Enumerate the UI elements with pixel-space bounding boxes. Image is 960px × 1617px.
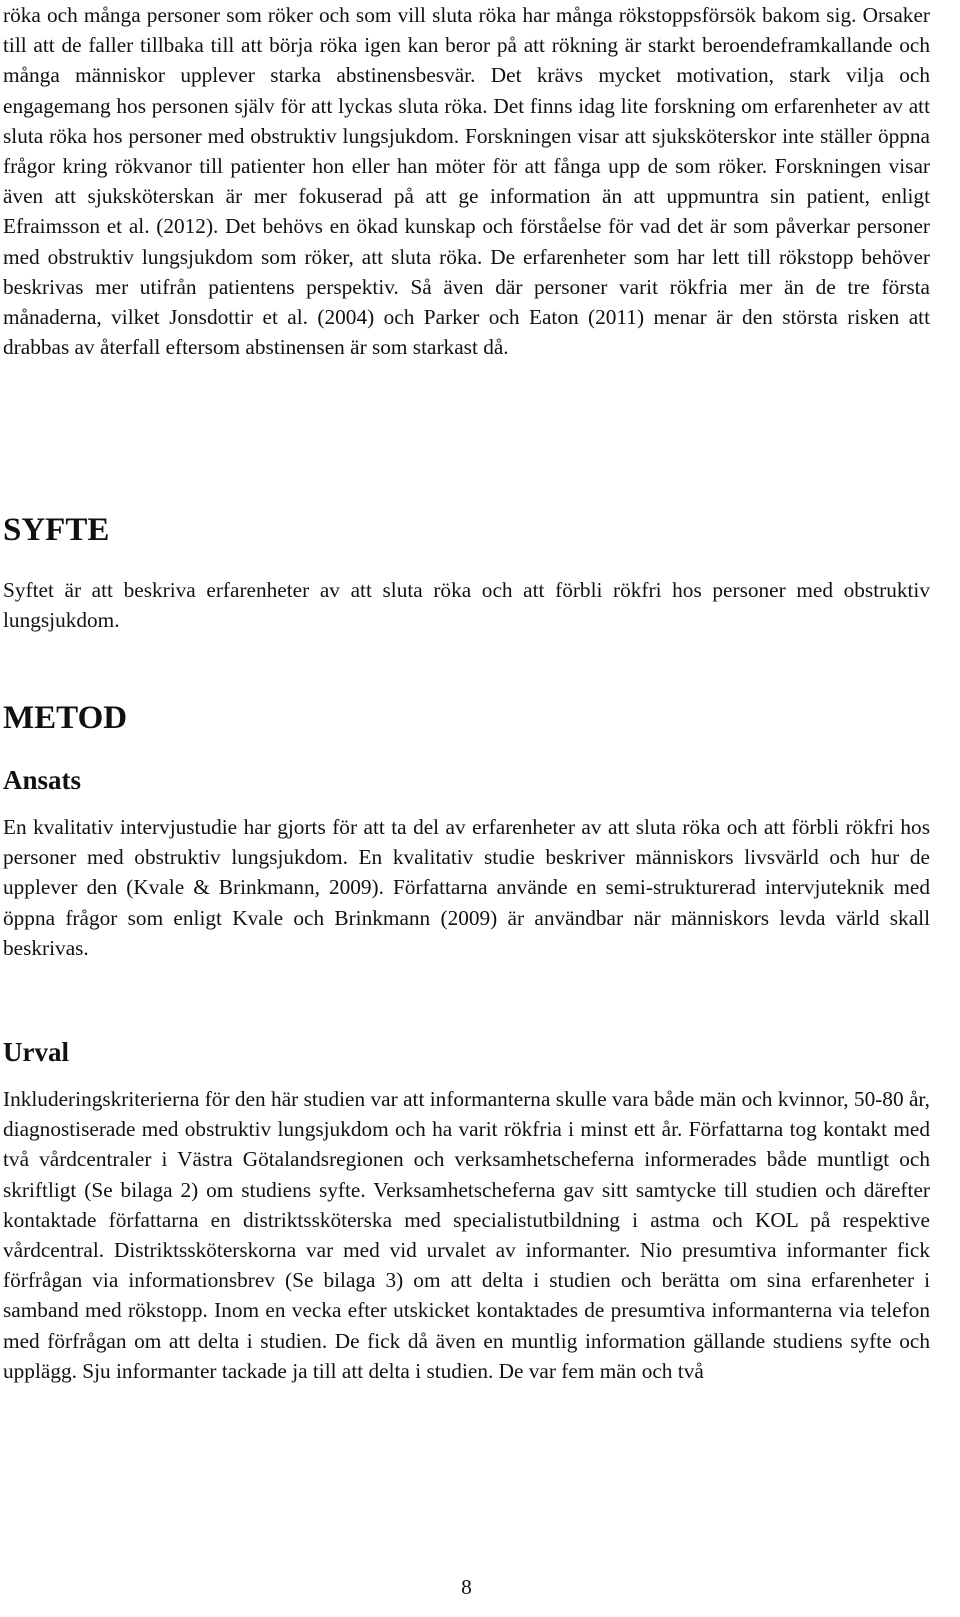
ansats-paragraph: En kvalitativ intervjustudie har gjorts för att ta del av erfarenheter av att sluta röka och att förbli rökfri hos personer med obstruktiv lungsjukdom. En kvalitativ studie beskriver människors livsvärld och hur de upplever den (Kvale & Brinkmann, 2009). Författarna använde en semi-strukturerad intervjuteknik med öppna frågor som enligt Kvale och Brinkmann (2009) är användbar när människors levda värld skall beskrivas.: [3, 815, 930, 960]
urval-paragraph: Inkluderingskriterierna för den här studien var att informanterna skulle vara både män och kvinnor, 50-80 år, diagnostiserade med obstruktiv lungsjukdom och ha varit rökfria i minst ett år. Författarna tog kontakt med två vårdcentraler i Västra Götalandsregionen och verksamhetscheferna informerades både muntligt och skriftligt (Se bilaga 2) om studiens syfte. Verksamhetscheferna gav sitt samtycke till studien och därefter kontaktade författarna en distriktssköterska med specialistutbildning i astma och KOL på respektive vårdcentral. Distriktssköterskorna var med vid urvalet av informanter. Nio presumtiva informanter fick förfrågan via informationsbrev (Se bilaga 3) om att delta i studien och berätta om sina erfarenheter i samband med rökstopp. Inom en vecka efter utskicket kontaktades de presumtiva informanterna via telefon med förfrågan om att delta i studien. De fick då även en muntlig information gällande studiens syfte och upplägg. Sju informanter tackade ja till att delta i studien. De var fem män och två: [3, 1087, 930, 1383]
page-number: 8: [461, 1575, 472, 1599]
syfte-paragraph: Syftet är att beskriva erfarenheter av att sluta röka och att förbli rökfri hos personer med obstruktiv lungsjukdom.: [3, 578, 930, 633]
subsection-heading-urval: Urval: [3, 1037, 69, 1067]
intro-paragraph: röka och många personer som röker och som vill sluta röka har många rökstoppsförsök bakom sig. Orsaker till att de faller tillbaka till att börja röka igen kan beror på att rökning är starkt beroendeframkallande och många människor upplever starka abstinensbesvär. Det krävs mycket motivation, stark vilja och engagemang hos personen själv för att lyckas sluta röka. Det finns idag lite forskning om erfarenheter av att sluta röka hos personer med obstruktiv lungsjukdom. Forskningen visar att sjuksköterskor inte ställer öppna frågor kring rökvanor till patienter hon eller han möter för att fånga upp de som röker. Forskningen visar även att sjuksköterskan är mer fokuserad på att ge information än att uppmuntra sin patient, enligt Efraimsson et al. (2012). Det behövs en ökad kunskap och förståelse för vad det är som påverkar personer med obstruktiv lungsjukdom som röker, att sluta röka. De erfarenheter som har lett till rökstopp behöver beskrivas mer utifrån patientens perspektiv. Så även där personer varit rökfria mer än de tre första månaderna, vilket Jonsdottir et al. (2004) och Parker och Eaton (2011) menar är den största risken att drabbas av återfall eftersom abstinensen är som starkast då.: [3, 3, 930, 360]
section-heading-metod: METOD: [3, 700, 128, 736]
section-heading-syfte: SYFTE: [3, 512, 110, 548]
subsection-heading-ansats: Ansats: [3, 765, 82, 795]
